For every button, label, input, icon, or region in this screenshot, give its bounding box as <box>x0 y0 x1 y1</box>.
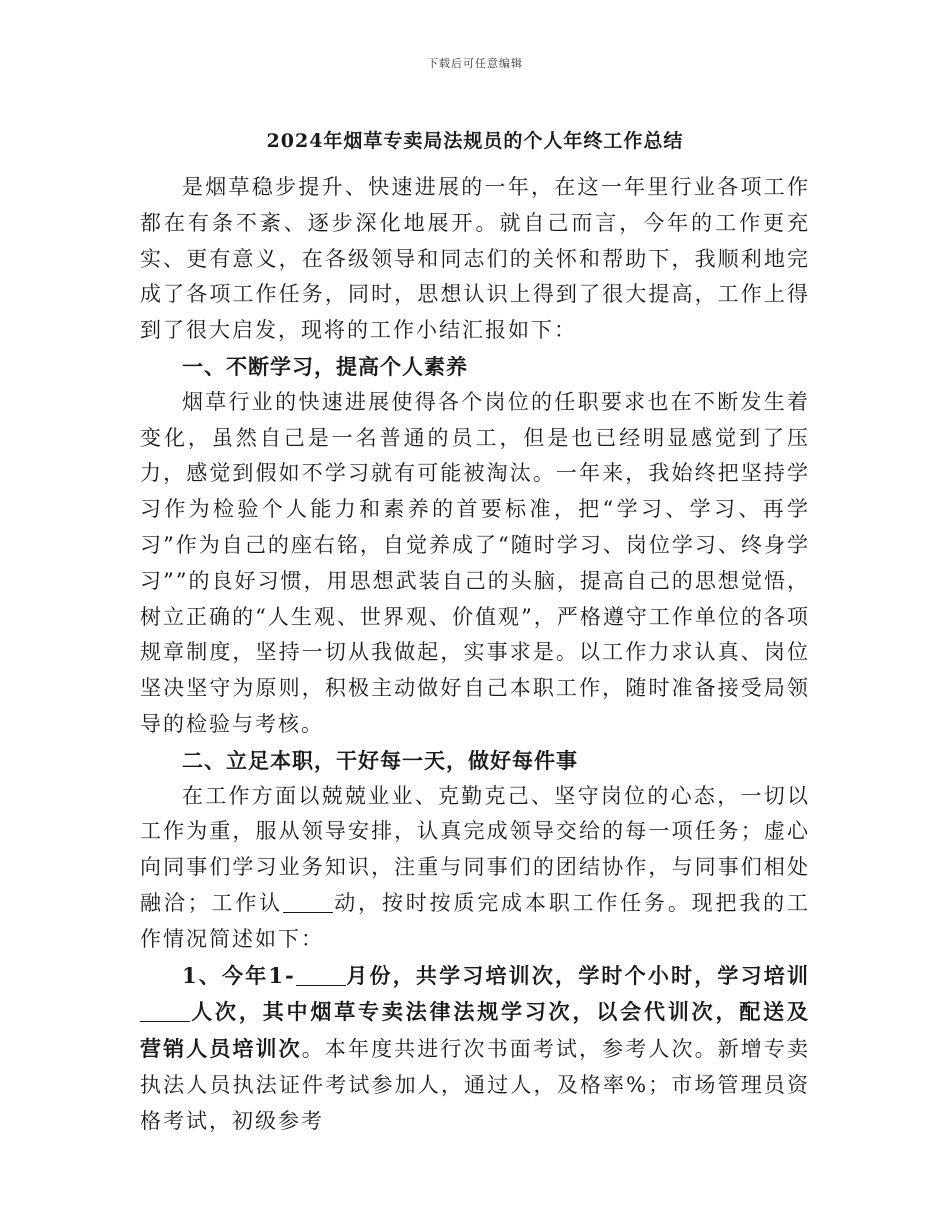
section-2-paragraph <box>140 779 810 958</box>
item-1-bold-c: 人次，其中烟草专卖法律法规学习次，以会代训次，配送及营销人员培训次 <box>140 999 810 1062</box>
section-2-text-b: 动，按时按质完成本职工作任务。现把我的工作情况简述如下： <box>140 890 811 951</box>
fill-blank <box>283 891 333 913</box>
document-body <box>140 170 810 1140</box>
fill-blank <box>140 1000 190 1022</box>
section-2-heading: 二、立足本职，干好每一天，做好每件事 <box>182 747 578 773</box>
document-title: 2024年烟草专卖局法规员的个人年终工作总结 <box>266 130 684 152</box>
item-1-paragraph <box>140 958 810 1140</box>
item-1-bold-a: 1、今年1- <box>182 962 296 988</box>
item-1-normal: 。本年度共进行次书面考试，参考人次。新增专卖执法人员执法证件考试参加人，通过人，及格率%；市场管理员资格考试，初级参考 <box>140 1037 810 1133</box>
fill-blank <box>296 964 346 986</box>
section-2-text-a: 在工作方面以兢兢业业、克勤克己、坚守岗位的心态，一切以工作为重，服从领导安排，认真完成领导交给的每一项任务；虚心向同事们学习业务知识，注重与同事们的团结协作，与同事们相处融洽；工作认 <box>140 783 810 915</box>
page-header: 下载后可任意编辑 <box>427 57 523 70</box>
section-1-paragraph: 烟草行业的快速进展使得各个岗位的任职要求也在不断发生着变化，虽然自己是一名普通的员工，但是也已经明显感觉到了压力，感觉到假如不学习就有可能被淘汰。一年来，我始终把坚持学习作为检验个人能力和素养的首要标准，把“学习、学习、再学习”作为自己的座右铭，自觉养成了“随时学习、岗位学习、终身学习””的良好习惯，用思想武装自己的头脑，提高自己的思想觉悟，树立正确的“人生观、世界观、价值观”，严格遵守工作单位的各项规章制度，坚持一切从我做起，实事求是。以工作力求认真、岗位坚决坚守为原则，积极主动做好自己本职工作，随时准备接受局领导的检验与考核。 <box>140 389 810 736</box>
intro-paragraph: 是烟草稳步提升、快速进展的一年，在这一年里行业各项工作都在有条不紊、逐步深化地展开。就自己而言，今年的工作更充实、更有意义，在各级领导和同志们的关怀和帮助下，我顺利地完成了各项工作任务，同时，思想认识上得到了很大提高，工作上得到了很大启发，现将的工作小结汇报如下： <box>140 175 810 343</box>
section-1-heading: 一、不断学习，提高个人素养 <box>182 353 468 379</box>
item-1-bold-b: 月份，共学习培训次，学时个小时，学习培训 <box>346 962 810 988</box>
